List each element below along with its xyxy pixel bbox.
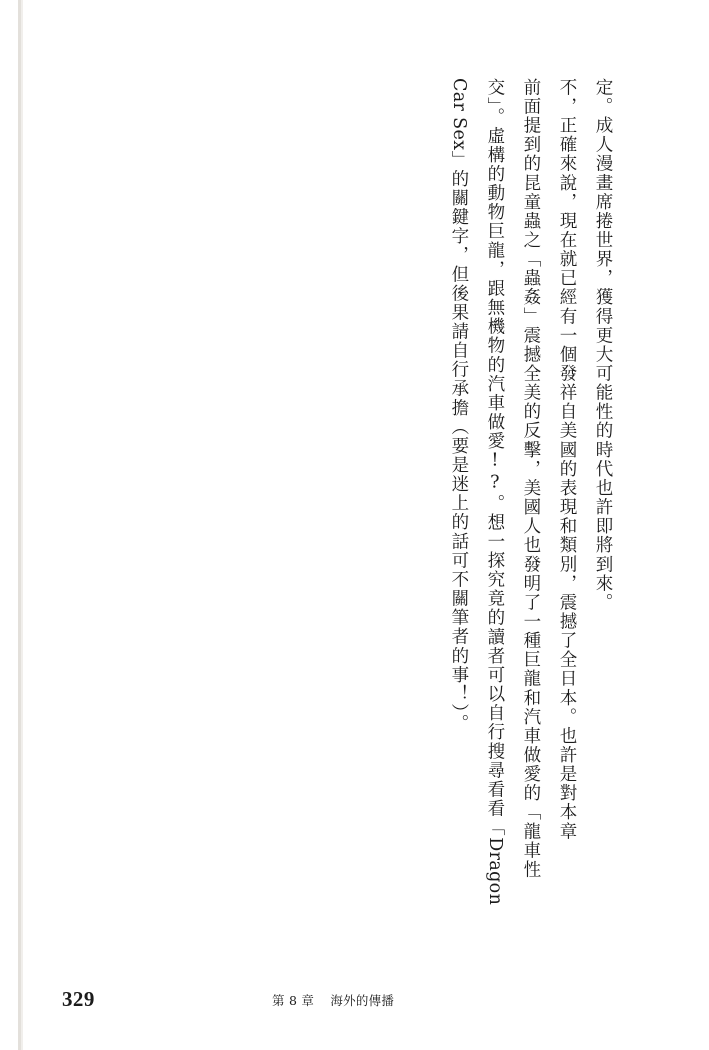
body-line-1: 定。成人漫畫席捲世界，獲得更大可能性的時代也許即將到來。: [593, 78, 613, 613]
page-number: 329: [62, 987, 95, 1011]
body-text-block: [441, 78, 621, 918]
body-line-2: 不，正確來說，現在就已經有一個發祥自美國的表現和類別，震撼了全日本。也許是對本章: [556, 78, 577, 841]
running-head: [272, 991, 394, 1009]
body-line-5: Car Sex」的關鍵字，但後果請自行承擔（要是迷上的話可不關筆者的事！）。: [448, 78, 469, 733]
body-line-3: 前面提到的昆童蟲之「蟲姦」震撼全美的反擊，美國人也發明了一種巨龍和汽車做愛的「龍車性: [520, 78, 541, 880]
running-head-title: 海外的傳播: [330, 993, 395, 1008]
running-head-chapter: 第 8 章: [272, 993, 315, 1008]
page-frame-rule: [18, 0, 21, 1050]
page-footer: [0, 986, 709, 1012]
body-line-4: 交」。虛構的動物巨龍，跟無機物的汽車做愛!?。想一探究竟的讀者可以自行搜尋看看「Dragon: [484, 78, 505, 906]
